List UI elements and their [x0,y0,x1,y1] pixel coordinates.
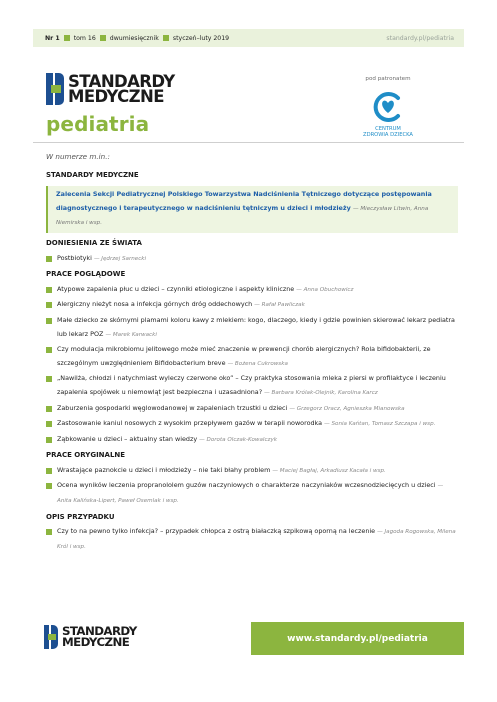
issue-meta [45,35,229,42]
bullet-square-icon [46,302,52,308]
list-item[interactable] [46,433,458,448]
article-authors: — Anna Obuchowicz [296,286,354,293]
issue-volume: tom 16 [73,34,96,42]
article-title[interactable]: Wrastające paznokcie u dzieci i młodzieży – nie taki błahy problem [57,465,271,474]
list-item[interactable] [46,343,458,371]
article-authors: — Sonia Kańtan, Tomasz Szczapa i wsp. [324,421,436,428]
article-title[interactable]: Atypowe zapalenia płuc u dzieci – czynniki etiologiczne i aspekty kliniczne [57,284,295,293]
featured-article[interactable] [46,186,458,233]
issue-number: Nr 1 [45,34,60,42]
logo-mark-icon [46,73,64,105]
site-url-top[interactable]: standardy.pl/pediatria [386,34,454,42]
article-authors: — Grzegorz Oracz, Agnieszka Mianowska [289,405,405,412]
patronage-org-line-1: CENTRUM [375,126,401,132]
list-item[interactable] [46,464,458,479]
article-title[interactable]: Ocena wyników leczenia propranololem guzów naczyniowych o charakterze naczyniaków wczesnodziecięcych u dzieci [57,481,436,490]
logo-mark-icon [44,625,58,649]
list-item[interactable] [46,417,458,432]
bullet-square-icon [46,376,52,382]
article-authors: — Jagoda Rogowska, Milena Król i wsp. [57,529,456,550]
logo-line-1: STANDARDY [68,72,175,91]
issue-bar [33,29,464,47]
article-title[interactable]: Alergiczny nieżyt nosa a infekcja górnych dróg oddechowych [57,300,253,309]
list-item[interactable] [46,298,458,313]
standardy-logo [46,73,175,105]
article-title[interactable]: Zaburzenia gospodarki węglowodanowej w zapaleniach trzustki u dzieci [57,403,288,412]
section-heading: PRACE POGLĄDOWE [46,270,126,279]
section-heading: STANDARDY MEDYCZNE [46,170,139,179]
list-item[interactable] [46,283,458,298]
section-heading: DONIESIENIA ZE ŚWIATA [46,238,142,247]
article-authors: — Bożena Cukrowska [227,360,288,367]
bullet-square-icon [46,406,52,412]
patronage-label: pod patronatem [365,76,411,82]
issue-date: styczeń–luty 2019 [172,34,230,42]
bullet-square-icon [46,421,52,427]
journal-title: pediatria [46,112,150,136]
logo-line-2: MEDYCZNE [68,87,164,106]
article-authors: — Maciej Bagłaj, Arkadiusz Kacała i wsp. [272,467,386,474]
table-of-contents [46,150,458,554]
header-divider [33,142,464,143]
section-heading: PRACE ORYGINALNE [46,451,126,460]
article-title[interactable]: Zastosowanie kaniul nosowych z wysokim przepływem gazów w terapii noworodka [57,419,323,428]
patronage-block [358,76,418,138]
article-title[interactable]: Małe dziecko ze skórnymi plamami koloru kawy z mlekiem: kogo, dlaczego, kiedy i gdzie powinien skierować lekarz pediatra lub lekarz POZ [57,315,455,338]
list-item[interactable] [46,479,458,508]
bullet-square-icon [100,35,106,41]
article-authors: — Rafał Pawliczak [254,302,305,309]
list-item[interactable] [46,252,458,267]
article-authors: — Dorota Olczak-Kowalczyk [199,436,278,443]
article-title[interactable]: „Nawilża, chłodzi i natychmiast wyleczy czerwone oko” – Czy praktyka stosowania mleka z piersi w profilaktyce i leczeniu zapalenia spojówek u niemowląt jest bezpieczna i uzasadniona? [57,374,446,396]
footer-url-link[interactable]: www.standardy.pl/pediatria [251,622,464,655]
toc-intro: W numerze m.in.: [46,152,110,161]
bullet-square-icon [46,287,52,293]
article-title[interactable]: Czy to na pewno tylko infekcja? – przypadek chłopca z ostrą białaczką szpikową oporną na leczenie [57,527,376,536]
bullet-square-icon [64,35,70,41]
list-item[interactable] [46,314,458,342]
logo-wordmark [68,74,175,104]
list-item[interactable] [46,372,458,400]
heart-c-icon [371,90,405,124]
bullet-square-icon [46,256,52,262]
bullet-square-icon [46,347,52,353]
featured-article-title[interactable]: Zalecenia Sekcji Pediatrycznej Polskiego Towarzystwa Nadciśnienia Tętniczego dotyczące postępowania diagnostycznego i terapeutycznego w nadciśnieniu tętniczym u dzieci i młodzieży [56,190,432,212]
patronage-org-line-2: ZDROWIA DZIECKA [363,132,413,138]
bullet-square-icon [163,35,169,41]
bullet-square-icon [46,468,52,474]
footer-logo-line-2: MEDYCZNE [62,635,130,649]
footer-logo [44,625,137,649]
featured-article-authors: — Mieczysław Litwin, Anna Niemirska i wsp. [56,205,429,227]
bullet-square-icon [46,318,52,324]
article-authors: — Anita Kalińska-Lipert, Paweł Osemlak i wsp. [57,483,444,505]
article-authors: — Jędrzej Sarnecki [93,255,147,262]
issue-frequency: dwumiesięcznik [109,34,159,42]
bullet-square-icon [46,437,52,443]
article-authors: — Barbara Królak-Olejnik, Karolina Karcz [264,389,378,396]
article-title[interactable]: Ząbkowanie u dzieci – aktualny stan wiedzy [57,434,198,443]
article-authors: — Marek Karwacki [105,331,157,338]
footer-wordmark [62,626,137,648]
list-item[interactable] [46,402,458,417]
article-title[interactable]: Postbiotyki [57,253,92,262]
footer-logo-line-1: STANDARDY [62,624,137,638]
bullet-square-icon [46,483,52,489]
section-heading: OPIS PRZYPADKU [46,512,115,521]
article-title[interactable]: Czy modulacja mikrobiomu jelitowego może mieć znaczenie w prewencji chorób alergicznych? Rola bifidobakterii, ze szczególnym uwzględnieniem Bifidobacterium breve [57,345,431,367]
bullet-square-icon [46,529,52,535]
list-item[interactable] [46,525,458,554]
